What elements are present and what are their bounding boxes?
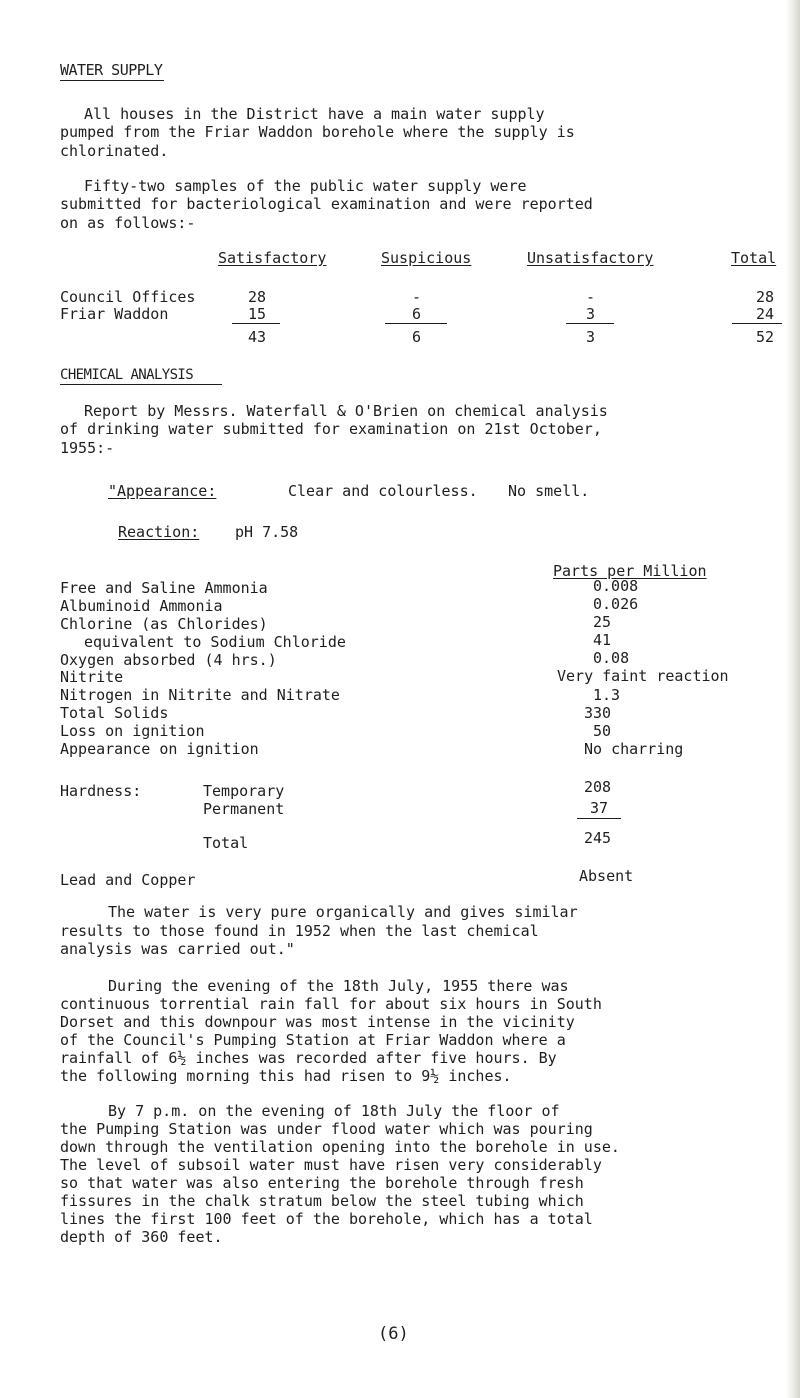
storm-line: the following morning this had risen to 9½ inches.	[60, 1067, 512, 1085]
flood-line: The level of subsoil water must have risen very considerably	[60, 1156, 602, 1174]
table-cell: -	[412, 288, 422, 306]
chemical-analysis-heading: CHEMICAL ANALYSIS	[60, 367, 194, 383]
heading-underline	[60, 80, 164, 81]
analysis-label: Total Solids	[60, 704, 169, 722]
samples-line: Fifty-two samples of the public water supply were	[84, 177, 527, 195]
analysis-value: 0.026	[593, 595, 639, 613]
storm-line: continuous torrential rain fall for about six hours in South	[60, 995, 602, 1013]
hardness-sum-rule	[577, 818, 621, 819]
conclusion-line: analysis was carried out."	[60, 940, 295, 958]
flood-line: depth of 360 feet.	[60, 1228, 223, 1246]
subtotal-rule	[232, 323, 280, 324]
hardness-permanent-label: Permanent	[203, 800, 285, 818]
row-label: Council Offices	[60, 288, 196, 306]
flood-line: the Pumping Station was under flood water which was pouring	[60, 1120, 593, 1138]
table-cell: 28	[248, 288, 267, 306]
analysis-label: Albuminoid Ammonia	[60, 597, 223, 615]
samples-line: submitted for bacteriological examination and were reported	[60, 195, 593, 213]
total-cell: 3	[586, 328, 596, 346]
page-heading: WATER SUPPLY	[60, 61, 163, 79]
appearance-value: Clear and colourless.	[288, 482, 478, 500]
lead-copper-value: Absent	[579, 867, 634, 885]
appearance-extra: No smell.	[508, 482, 590, 500]
hardness-temporary-label: Temporary	[203, 782, 285, 800]
col-header-unsatisfactory: Unsatisfactory	[527, 249, 654, 267]
table-cell: 6	[412, 305, 422, 323]
flood-line: By 7 p.m. on the evening of 18th July the floor of	[108, 1102, 560, 1120]
conclusion-line: results to those found in 1952 when the last chemical	[60, 922, 539, 940]
flood-line: down through the ventilation opening into the borehole in use.	[60, 1138, 620, 1156]
hardness-temporary-value: 208	[584, 778, 612, 796]
subtotal-rule	[566, 323, 614, 324]
page-edge-shadow	[786, 0, 800, 1398]
report-line: Report by Messrs. Waterfall & O'Brien on chemical analysis	[84, 402, 608, 420]
analysis-value: No charring	[584, 740, 684, 758]
col-header-total: Total	[731, 249, 777, 267]
analysis-label: Appearance on ignition	[60, 740, 259, 758]
conclusion-line: The water is very pure organically and gives similar	[108, 903, 578, 921]
analysis-value: 1.3	[593, 686, 621, 704]
total-cell: 43	[248, 328, 267, 346]
report-line: 1955:-	[60, 439, 115, 457]
table-cell: 28	[756, 288, 775, 306]
analysis-label: Free and Saline Ammonia	[60, 579, 268, 597]
table-cell: 3	[586, 305, 596, 323]
flood-line: fissures in the chalk stratum below the steel tubing which	[60, 1192, 584, 1210]
total-cell: 6	[412, 328, 422, 346]
ppm-column-header: Parts per Million	[553, 562, 707, 580]
flood-line: lines the first 100 feet of the borehole, which has a total	[60, 1210, 593, 1228]
analysis-value: 0.08	[593, 649, 630, 667]
intro-line: chlorinated.	[60, 142, 169, 160]
analysis-value: 50	[593, 722, 612, 740]
row-label: Friar Waddon	[60, 305, 169, 323]
intro-line: All houses in the District have a main water supply	[84, 105, 545, 123]
total-cell: 52	[756, 328, 775, 346]
samples-line: on as follows:-	[60, 214, 196, 232]
analysis-value: Very faint reaction	[557, 667, 729, 685]
storm-line: of the Council's Pumping Station at Friar Waddon where a	[60, 1031, 566, 1049]
analysis-value: 41	[593, 631, 612, 649]
analysis-label: Chlorine (as Chlorides)	[60, 615, 268, 633]
intro-line: pumped from the Friar Waddon borehole where the supply is	[60, 123, 575, 141]
chem-heading-underline	[60, 384, 222, 385]
analysis-label: Nitrite	[60, 668, 124, 686]
analysis-value: 330	[584, 704, 612, 722]
reaction-label: Reaction:	[118, 523, 200, 541]
report-line: of drinking water submitted for examination on 21st October,	[60, 420, 602, 438]
hardness-total-value: 245	[584, 829, 612, 847]
page-number: (6)	[378, 1324, 409, 1344]
table-cell: 24	[756, 305, 775, 323]
subtotal-rule	[732, 323, 782, 324]
table-cell: 15	[248, 305, 267, 323]
lead-copper-label: Lead and Copper	[60, 871, 196, 889]
reaction-value: pH 7.58	[235, 523, 299, 541]
col-header-satisfactory: Satisfactory	[218, 249, 327, 267]
analysis-value: 0.008	[593, 577, 639, 595]
analysis-label: Oxygen absorbed (4 hrs.)	[60, 651, 277, 669]
analysis-label: Loss on ignition	[60, 722, 205, 740]
storm-line: During the evening of the 18th July, 1955 there was	[108, 977, 569, 995]
storm-line: Dorset and this downpour was most intense in the vicinity	[60, 1013, 575, 1031]
hardness-label: Hardness:	[60, 782, 142, 800]
appearance-label: "Appearance:	[108, 482, 217, 500]
storm-line: rainfall of 6½ inches was recorded after five hours. By	[60, 1049, 557, 1067]
col-header-suspicious: Suspicious	[381, 249, 472, 267]
analysis-label: Nitrogen in Nitrite and Nitrate	[60, 686, 340, 704]
flood-line: so that water was also entering the borehole through fresh	[60, 1174, 584, 1192]
subtotal-rule	[385, 323, 447, 324]
hardness-permanent-value: 37	[590, 799, 609, 817]
hardness-total-label: Total	[203, 834, 249, 852]
analysis-label: equivalent to Sodium Chloride	[84, 633, 346, 651]
analysis-value: 25	[593, 613, 612, 631]
table-cell: -	[586, 288, 596, 306]
